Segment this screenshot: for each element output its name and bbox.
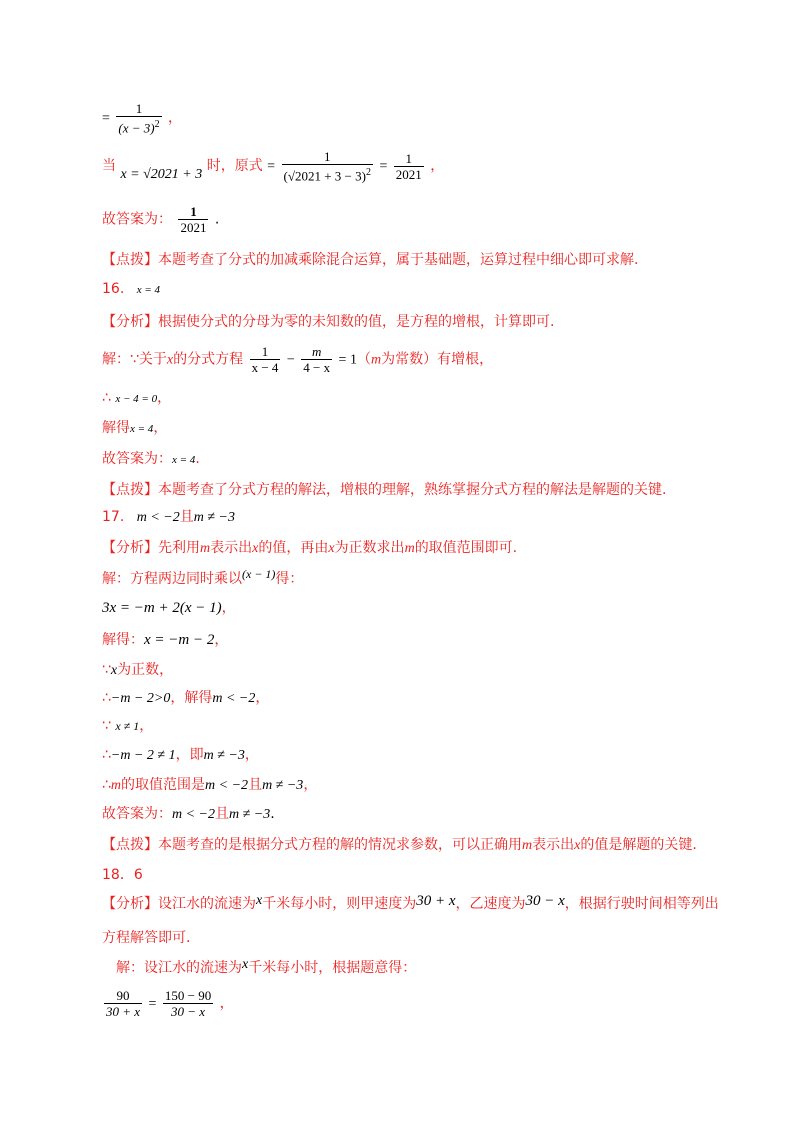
condition-2: m ≠ −3 bbox=[193, 510, 235, 525]
text-d: 为正数求出 bbox=[334, 540, 405, 556]
comma: ， bbox=[255, 690, 270, 706]
tip-paragraph-16: 【点拨】本题考查了分式方程的解法，增根的理解，熟练掌握分式方程的解法是解题的关键. bbox=[102, 482, 667, 498]
text-b: 表示出 bbox=[532, 837, 575, 853]
fraction-1-over-x-minus-3-squared bbox=[116, 101, 161, 135]
text-c: 的值，再由 bbox=[258, 540, 329, 556]
condition-2: m ≠ −3 bbox=[262, 778, 304, 793]
variable-x: x bbox=[256, 893, 263, 908]
fraction-90-over-30-plus-x bbox=[104, 988, 142, 1019]
range-label: 的取值范围是 bbox=[121, 777, 206, 793]
equation-line-17 bbox=[102, 598, 236, 618]
and-word: 且 bbox=[215, 806, 230, 822]
line-2 bbox=[102, 149, 444, 183]
numerator: 1 bbox=[282, 149, 373, 165]
answer-label: 故答案为： bbox=[102, 451, 172, 467]
fraction-result bbox=[394, 151, 424, 182]
analysis-paragraph-18 bbox=[102, 894, 719, 915]
answer-label: 故答案为： bbox=[102, 806, 172, 822]
paren-open: （ bbox=[356, 351, 371, 368]
answer: x = 4 bbox=[172, 454, 196, 466]
comma: ， bbox=[303, 777, 318, 793]
denominator-base: (x − 3) bbox=[118, 120, 155, 136]
denominator: 2021 bbox=[395, 166, 422, 182]
variable-m: m bbox=[200, 541, 211, 556]
original-expression-label: 时，原式 bbox=[206, 158, 263, 175]
variable-x: x bbox=[252, 541, 259, 556]
inequality: −m − 2 ≠ 1 bbox=[110, 748, 176, 763]
question-number: 16. bbox=[102, 281, 125, 297]
comma: ， bbox=[157, 390, 172, 406]
solve-line-16 bbox=[102, 418, 167, 439]
therefore-line-16 bbox=[102, 388, 171, 409]
answer-expression: x = 4 bbox=[136, 284, 161, 296]
text-b: 为正数， bbox=[117, 662, 174, 678]
because-symbol: ∵ bbox=[102, 662, 111, 678]
comma: ， bbox=[244, 747, 259, 763]
line-3 bbox=[102, 204, 219, 235]
exponent: 2 bbox=[154, 119, 160, 130]
therefore-line-17b bbox=[102, 745, 259, 766]
minus-sign: − bbox=[286, 352, 295, 368]
answer-line-16 bbox=[102, 449, 200, 470]
variable-x: x bbox=[574, 838, 581, 853]
solve-label: 解得 bbox=[102, 420, 130, 436]
text-b: 得： bbox=[275, 571, 304, 587]
text-c: ，乙速度为 bbox=[455, 896, 526, 912]
variable-x: x bbox=[110, 663, 118, 678]
range-line-17 bbox=[102, 775, 317, 796]
comma: ， bbox=[221, 600, 236, 616]
namely-label: ，即 bbox=[175, 747, 204, 763]
question-17-answer bbox=[102, 507, 235, 528]
constant-note: 为常数）有增根， bbox=[381, 351, 494, 368]
solution-prefix: 解：∵关于 bbox=[102, 351, 167, 368]
text-a: 解：方程两边同时乘以 bbox=[102, 571, 242, 587]
solve-label: ，解得 bbox=[170, 690, 213, 706]
result: m ≠ −3 bbox=[203, 748, 245, 763]
period: . bbox=[214, 211, 220, 228]
condition-1: m < −2 bbox=[172, 807, 216, 822]
inequality: −m − 2>0 bbox=[110, 691, 171, 706]
x-value-expression: x = √2021 + 3 bbox=[120, 167, 203, 183]
numerator: m bbox=[301, 344, 332, 360]
comma: ， bbox=[430, 158, 445, 175]
equals-one: = 1 bbox=[338, 352, 357, 368]
equation-label: 的分式方程 bbox=[173, 351, 244, 368]
therefore-symbol: ∴ bbox=[102, 390, 111, 406]
denominator: 2021 bbox=[180, 220, 207, 235]
denominator-base: (√2021 + 3 − 3) bbox=[283, 168, 366, 184]
period: . bbox=[270, 806, 275, 822]
tip-paragraph-15: 【点拨】本题考查了分式的加减乘除混合运算，属于基础题，运算过程中细心即可求解. bbox=[102, 252, 639, 268]
equation: x − 4 = 0 bbox=[115, 393, 158, 405]
fraction-m-over-4-minus-x bbox=[301, 344, 332, 375]
analysis-paragraph-16: 【分析】根据使分式的分母为零的未知数的值，是方程的增根，计算即可. bbox=[102, 314, 555, 330]
text-a: 【分析】设江水的流速为 bbox=[102, 896, 256, 912]
variable-x: x bbox=[242, 957, 249, 972]
comma: ， bbox=[214, 632, 229, 648]
variable-m: m bbox=[522, 838, 533, 853]
answer-line-17 bbox=[102, 804, 275, 825]
and-word: 且 bbox=[248, 777, 263, 793]
therefore-symbol: ∴ bbox=[102, 747, 111, 763]
solution: m < −2 bbox=[212, 691, 256, 706]
speed-a: 30 + x bbox=[416, 893, 456, 909]
equals-sign: = bbox=[102, 111, 110, 127]
variable-m: m bbox=[370, 352, 382, 368]
line-1 bbox=[102, 101, 182, 135]
solution: x = 4 bbox=[130, 423, 154, 435]
positive-x-line bbox=[102, 660, 173, 681]
multiplier: (x − 1) bbox=[242, 567, 276, 581]
therefore-line-17a bbox=[102, 688, 269, 709]
text-b: 千米每小时，则甲速度为 bbox=[262, 896, 417, 912]
therefore-symbol: ∴ bbox=[102, 777, 111, 793]
comma: ， bbox=[139, 718, 154, 734]
tip-paragraph-17 bbox=[102, 835, 697, 856]
numerator: 150 − 90 bbox=[164, 988, 212, 1003]
when-label: 当 bbox=[102, 158, 116, 175]
denominator: 4 − x bbox=[303, 360, 331, 375]
equals-sign: = bbox=[148, 996, 157, 1012]
condition-2: m ≠ −3 bbox=[229, 807, 271, 822]
answer-label: 故答案为： bbox=[102, 211, 172, 228]
text-c: 的值是解题的关键. bbox=[580, 837, 697, 853]
numerator: 1 bbox=[250, 344, 281, 360]
variable-m-2: m bbox=[404, 541, 415, 556]
text-e: 的取值范围即可. bbox=[414, 540, 518, 556]
speed-b: 30 − x bbox=[525, 893, 565, 909]
therefore-symbol: ∴ bbox=[102, 690, 111, 706]
solution-17-intro bbox=[102, 569, 303, 589]
denominator: x − 4 bbox=[251, 360, 279, 375]
numerator: 1 bbox=[394, 151, 424, 167]
because-symbol: ∵ bbox=[102, 718, 111, 734]
numerator: 90 bbox=[104, 988, 142, 1004]
analysis-paragraph-17 bbox=[102, 538, 517, 559]
solution-16-intro bbox=[102, 344, 493, 375]
comma: ， bbox=[219, 995, 234, 1012]
fraction-substituted bbox=[282, 149, 373, 183]
period: . bbox=[195, 451, 200, 467]
text-d: ，根据行驶时间相等列出 bbox=[564, 896, 719, 912]
variable-x: x bbox=[166, 352, 174, 368]
text-a: 【点拨】本题考查的是根据分式方程的解的情况求参数，可以正确用 bbox=[102, 837, 522, 853]
equals-sign: = bbox=[267, 159, 276, 175]
condition-1: m < −2 bbox=[136, 510, 180, 525]
text-a: 解：设江水的流速为 bbox=[116, 960, 242, 976]
question-18-answer: 18．6 bbox=[102, 867, 143, 883]
fraction-1-over-x-minus-4 bbox=[250, 344, 281, 375]
analysis-paragraph-18-cont: 方程解答即可. bbox=[102, 930, 191, 946]
solution-18-intro bbox=[116, 958, 416, 979]
equation: 3x = −m + 2(x − 1) bbox=[102, 600, 222, 616]
solve-line-17 bbox=[102, 630, 228, 650]
variable-x-2: x bbox=[328, 541, 335, 556]
denominator bbox=[282, 165, 373, 183]
numerator: 1 bbox=[116, 101, 161, 117]
text-b: 千米每小时，根据题意得： bbox=[248, 960, 417, 976]
denominator: 30 − x bbox=[171, 1004, 206, 1019]
question-16-answer bbox=[102, 279, 160, 300]
numerator: 1 bbox=[178, 204, 208, 220]
condition-1: m < −2 bbox=[205, 778, 249, 793]
text-b: 表示出 bbox=[210, 540, 253, 556]
denominator bbox=[116, 117, 161, 135]
solution: x = −m − 2 bbox=[144, 632, 215, 648]
solve-label: 解得： bbox=[102, 632, 144, 648]
equation-line-18 bbox=[102, 988, 234, 1019]
equals-sign-2: = bbox=[379, 159, 388, 175]
because-line-17 bbox=[102, 716, 153, 736]
exponent: 2 bbox=[365, 167, 371, 178]
fraction-150-minus-90-over-30-minus-x bbox=[163, 988, 213, 1019]
comma: ， bbox=[153, 420, 168, 436]
condition: x ≠ 1 bbox=[115, 719, 140, 733]
comma: ， bbox=[168, 110, 183, 127]
text-a: 【分析】先利用 bbox=[102, 540, 200, 556]
variable-m: m bbox=[110, 778, 122, 793]
answer-fraction bbox=[178, 204, 208, 235]
denominator: 30 + x bbox=[106, 1004, 141, 1019]
and-word: 且 bbox=[179, 509, 194, 525]
question-number: 17. bbox=[102, 509, 125, 525]
